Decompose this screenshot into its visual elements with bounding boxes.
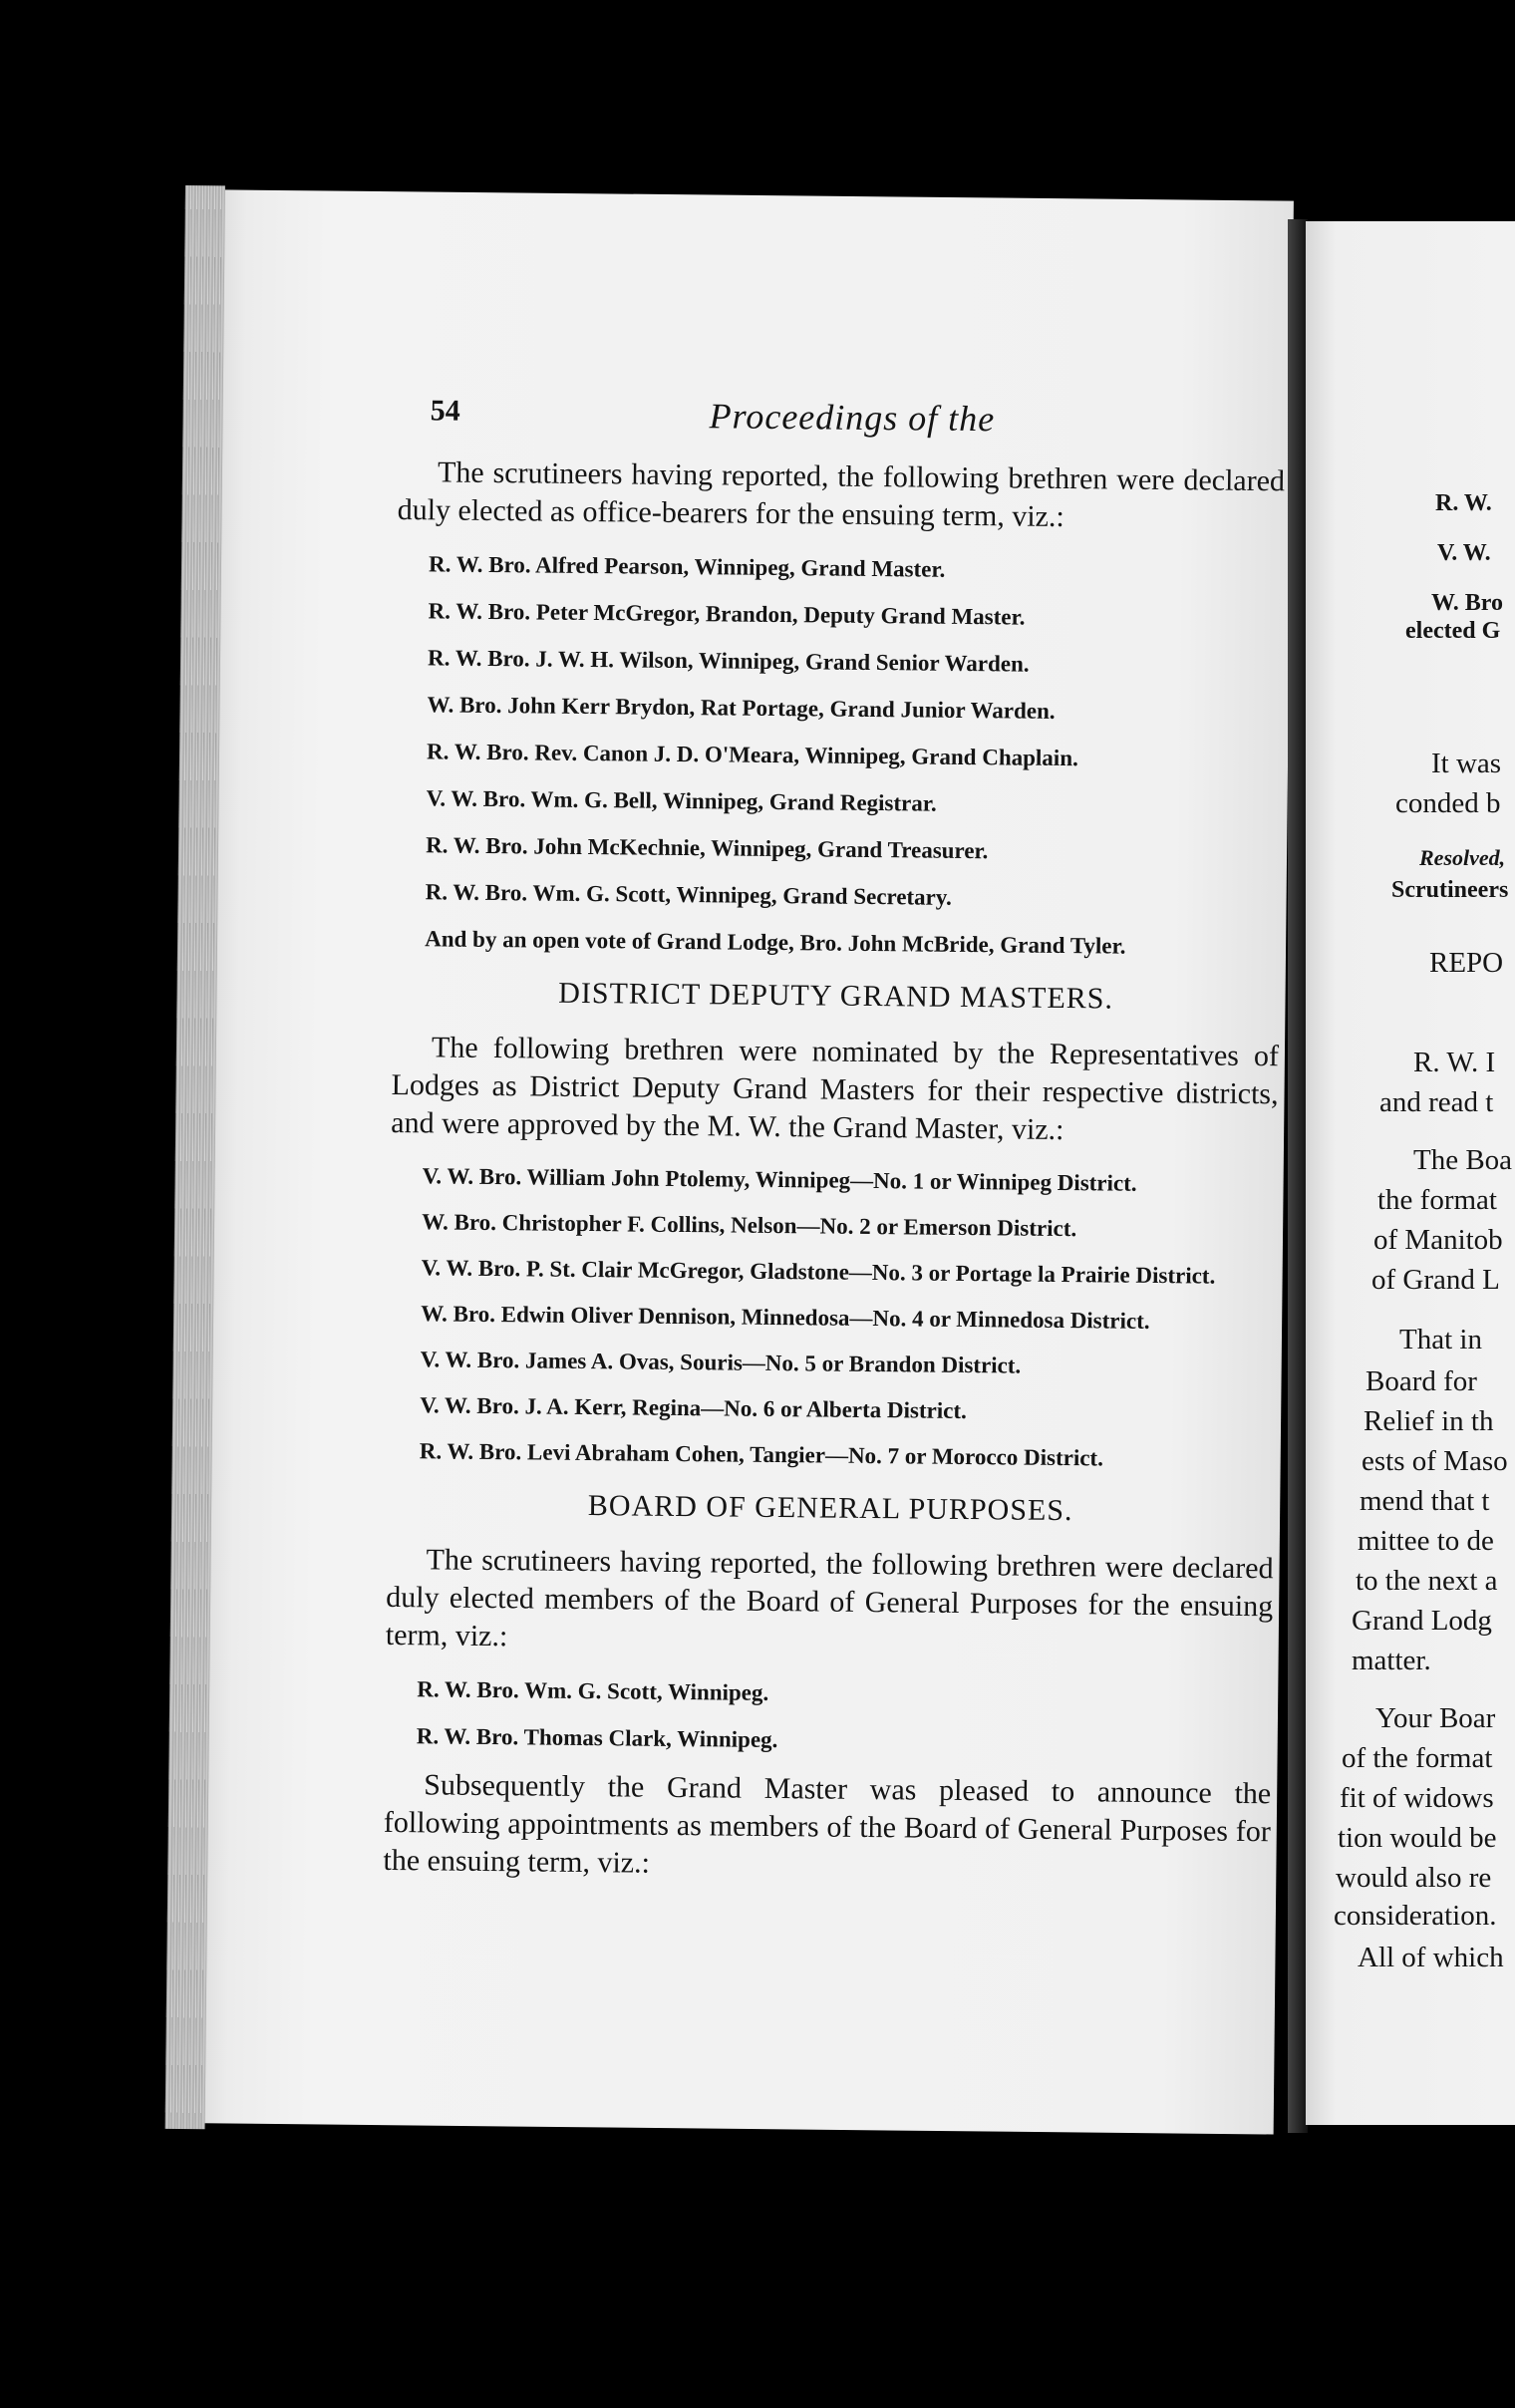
right-fragment: Your Boar	[1375, 1702, 1496, 1734]
board-member-entry: R. W. Bro. Thomas Clark, Winnipeg.	[416, 1723, 778, 1753]
officer-entry: V. W. Bro. Wm. G. Bell, Winnipeg, Grand Registrar.	[426, 785, 937, 816]
board-member-entry: R. W. Bro. Wm. G. Scott, Winnipeg.	[417, 1676, 769, 1705]
board-heading: BOARD OF GENERAL PURPOSES.	[587, 1489, 1073, 1528]
right-fragment: V. W.	[1437, 540, 1491, 566]
right-fragment: tion would be	[1338, 1822, 1497, 1854]
right-fragment: REPO	[1429, 947, 1504, 979]
left-page-text	[383, 384, 1286, 1907]
district-entry: V. W. Bro. J. A. Kerr, Regina—No. 6 or Alberta District.	[420, 1392, 967, 1424]
right-fragment: It was	[1431, 748, 1502, 779]
right-fragment: ests of Maso	[1362, 1445, 1508, 1477]
right-fragment: mittee to de	[1358, 1525, 1494, 1557]
book-gutter	[1288, 219, 1308, 2133]
right-fragment: of the format	[1342, 1742, 1493, 1774]
right-fragment: of Grand L	[1371, 1264, 1500, 1296]
right-fragment: The Boa	[1413, 1144, 1513, 1176]
right-fragment: R. W.	[1435, 490, 1492, 516]
district-heading: DISTRICT DEPUTY GRAND MASTERS.	[558, 976, 1114, 1016]
right-fragment: R. W. I	[1413, 1047, 1496, 1078]
right-fragment: fit of widows	[1340, 1782, 1494, 1814]
officer-entry: R. W. Bro. Alfred Pearson, Winnipeg, Grand Master.	[428, 551, 946, 582]
officer-entry: R. W. Bro. John McKechnie, Winnipeg, Grand Treasurer.	[426, 832, 989, 864]
district-entry: W. Bro. Christopher F. Collins, Nelson—No. 2 or Emerson District.	[422, 1209, 1077, 1242]
right-fragment: Scrutineers	[1391, 877, 1509, 903]
officer-entry: R. W. Bro. Rev. Canon J. D. O'Meara, Winnipeg, Grand Chaplain.	[427, 739, 1078, 771]
board-paragraph: The scrutineers having reported, the following brethren were declared duly elected members of the Board of General Purposes for the ensuing term, viz.:	[385, 1543, 1274, 1654]
board-member-list	[385, 1672, 1273, 1761]
officer-entry: R. W. Bro. Wm. G. Scott, Winnipeg, Grand Secretary.	[425, 879, 952, 910]
district-list	[388, 1160, 1278, 1476]
district-entry: V. W. Bro. James A. Ovas, Souris—No. 5 or Brandon District.	[420, 1347, 1022, 1378]
right-fragment: conded b	[1395, 787, 1501, 819]
right-fragment: consideration.	[1334, 1900, 1497, 1932]
page-number: 54	[430, 394, 460, 428]
officer-entry: R. W. Bro. J. W. H. Wilson, Winnipeg, Grand Senior Warden.	[427, 645, 1030, 677]
right-fragment: to the next a	[1356, 1565, 1498, 1597]
officer-entry: R. W. Bro. Peter McGregor, Brandon, Deputy Grand Master.	[428, 598, 1026, 630]
right-fragment: would also re	[1336, 1862, 1492, 1894]
right-fragment: elected G	[1405, 618, 1501, 644]
right-fragment: All of which	[1358, 1942, 1504, 1973]
district-entry: V. W. Bro. William John Ptolemy, Winnipeg—No. 1 or Winnipeg District.	[422, 1163, 1137, 1196]
right-fragment: W. Bro	[1431, 590, 1504, 616]
right-fragment: mend that t	[1360, 1485, 1490, 1517]
right-fragment: That in	[1399, 1324, 1482, 1355]
running-head: Proceedings of the	[709, 396, 996, 440]
officer-entry: W. Bro. John Kerr Brydon, Rat Portage, Grand Junior Warden.	[427, 692, 1056, 724]
officer-list	[393, 547, 1284, 964]
right-fragment: Resolved,	[1419, 845, 1506, 870]
right-fragment: Board for	[1365, 1365, 1477, 1397]
right-fragment: matter.	[1352, 1645, 1431, 1676]
right-fragment: Relief in th	[1364, 1405, 1494, 1437]
intro-paragraph: The scrutineers having reported, the following brethren were declared duly elected as office-bearers for the ensuing term, viz.:	[397, 455, 1286, 533]
district-entry: R. W. Bro. Levi Abraham Cohen, Tangier—No. 7 or Morocco District.	[419, 1438, 1104, 1471]
district-entry: W. Bro. Edwin Oliver Dennison, Minnedosa—No. 4 or Minnedosa District.	[421, 1301, 1150, 1334]
right-fragment: and read t	[1379, 1086, 1494, 1118]
right-fragment: the format	[1377, 1184, 1497, 1216]
tyler-entry: And by an open vote of Grand Lodge, Bro. John McBride, Grand Tyler.	[425, 926, 1126, 959]
closing-paragraph: Subsequently the Grand Master was pleased to announce the following appointments as members of the Board of General Purposes for the ensuing term, viz.:	[383, 1768, 1272, 1880]
right-fragment: of Manitob	[1373, 1224, 1503, 1256]
page-header	[398, 384, 1286, 462]
right-fragment: Grand Lodg	[1352, 1605, 1492, 1637]
district-entry: V. W. Bro. P. St. Clair McGregor, Gladstone—No. 3 or Portage la Prairie District.	[421, 1255, 1216, 1289]
district-paragraph: The following brethren were nominated by the Representatives of Lodges as District Deputy Grand Masters for their respective districts, and were approved by the M. W. the Grand Master, viz.:	[391, 1031, 1280, 1147]
